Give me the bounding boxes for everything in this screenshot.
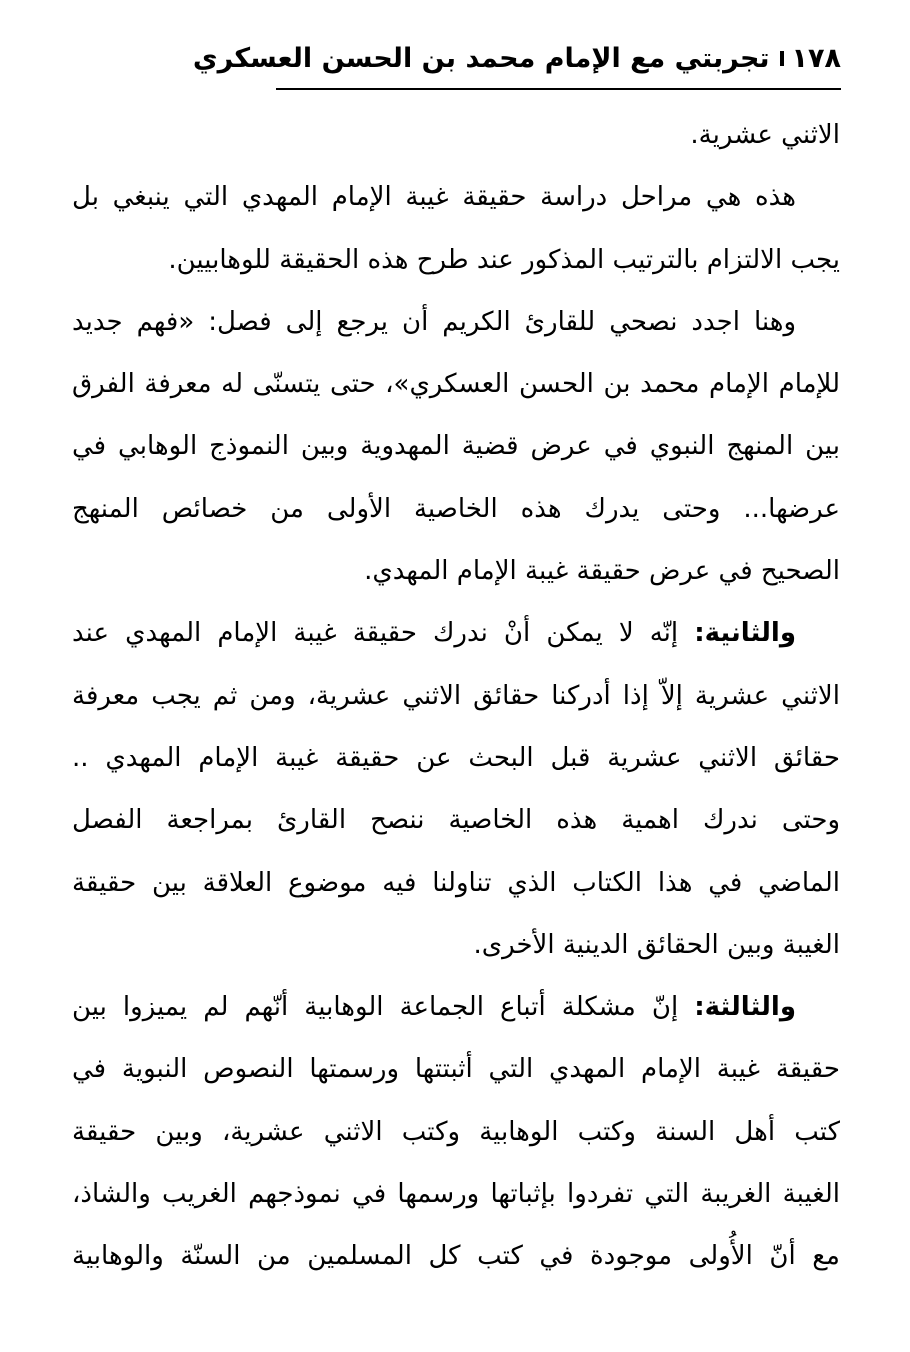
text-line bbox=[72, 353, 840, 415]
line-text: للإمام الإمام محمد بن الحسن العسكري»، حتى يتسنّى له معرفة الفرق bbox=[72, 369, 840, 400]
line-text: إنّ مشكلة أتباع الجماعة الوهابية أنّهم لم يميزوا بين bbox=[72, 992, 679, 1023]
text-line bbox=[72, 1225, 840, 1287]
line-text: هذه هي مراحل دراسة حقيقة غيبة الإمام المهدي التي ينبغي بل bbox=[72, 182, 796, 213]
square-bullet-icon bbox=[780, 51, 784, 66]
header-divider bbox=[276, 88, 841, 90]
line-text: الغيبة وبين الحقائق الدينية الأخرى. bbox=[473, 929, 840, 960]
text-line bbox=[72, 852, 840, 914]
line-text: الصحيح في عرض حقيقة غيبة الإمام المهدي. bbox=[364, 556, 840, 587]
running-header bbox=[192, 30, 841, 86]
text-line bbox=[72, 602, 840, 664]
text-line bbox=[72, 478, 840, 540]
text-line bbox=[72, 1163, 840, 1225]
line-text: وهنا اجدد نصحي للقارئ الكريم أن يرجع إلى فصل: «فهم جديد bbox=[72, 306, 796, 337]
text-line bbox=[72, 789, 840, 851]
text-line bbox=[72, 665, 840, 727]
line-text: الاثني عشرية. bbox=[690, 120, 840, 150]
text-line bbox=[72, 1101, 840, 1163]
line-text: كتب أهل السنة وكتب الوهابية وكتب الاثني عشرية، وبين حقيقة bbox=[72, 1116, 840, 1147]
text-line bbox=[72, 540, 840, 602]
line-text: إنّه لا يمكن أنْ ندرك حقيقة غيبة الإمام المهدي عند bbox=[72, 618, 679, 649]
line-text: عرضها... وحتى يدرك هذه الخاصية الأولى من خصائص المنهج bbox=[72, 493, 840, 524]
line-text: الغيبة الغريبة التي تفردوا بإثباتها ورسمها في نموذجهم الغريب والشاذ، bbox=[72, 1179, 840, 1210]
paragraph-lead-word: والثانية: bbox=[694, 618, 796, 649]
line-text: يجب الالتزام بالترتيب المذكور عند طرح هذه الحقيقة للوهابيين. bbox=[168, 244, 840, 275]
book-title: تجربتي مع الإمام محمد بن الحسن العسكري bbox=[192, 42, 770, 74]
text-line bbox=[72, 1038, 840, 1100]
line-text: وحتى ندرك اهمية هذه الخاصية ننصح القارئ بمراجعة الفصل bbox=[72, 805, 840, 836]
line-text: الماضي في هذا الكتاب الذي تناولنا فيه موضوع العلاقة بين حقيقة bbox=[72, 867, 840, 898]
paragraph-lead-word: والثالثة: bbox=[694, 992, 797, 1023]
text-line bbox=[72, 104, 840, 166]
line-text: بين المنهج النبوي في عرض قضية المهدوية وبين النموذج الوهابي في bbox=[72, 431, 840, 462]
page-number: ١٧٨ bbox=[791, 42, 841, 74]
text-line bbox=[72, 976, 840, 1038]
text-line bbox=[72, 291, 840, 353]
line-text: مع أنّ الأُولى موجودة في كتب كل المسلمين من السنّة والوهابية bbox=[72, 1241, 840, 1272]
page-body bbox=[72, 104, 840, 1288]
line-text: الاثني عشرية إلاّ إذا أدركنا حقائق الاثني عشرية، ومن ثم يجب معرفة bbox=[72, 680, 840, 711]
line-text: حقائق الاثني عشرية قبل البحث عن حقيقة غيبة الإمام المهدي .. bbox=[72, 742, 840, 773]
text-line bbox=[72, 727, 840, 789]
text-line bbox=[72, 914, 840, 976]
text-line bbox=[72, 166, 840, 228]
text-line bbox=[72, 415, 840, 477]
text-line bbox=[72, 229, 840, 291]
line-text: حقيقة غيبة الإمام المهدي التي أثبتتها ورسمتها النصوص النبوية في bbox=[72, 1054, 840, 1085]
